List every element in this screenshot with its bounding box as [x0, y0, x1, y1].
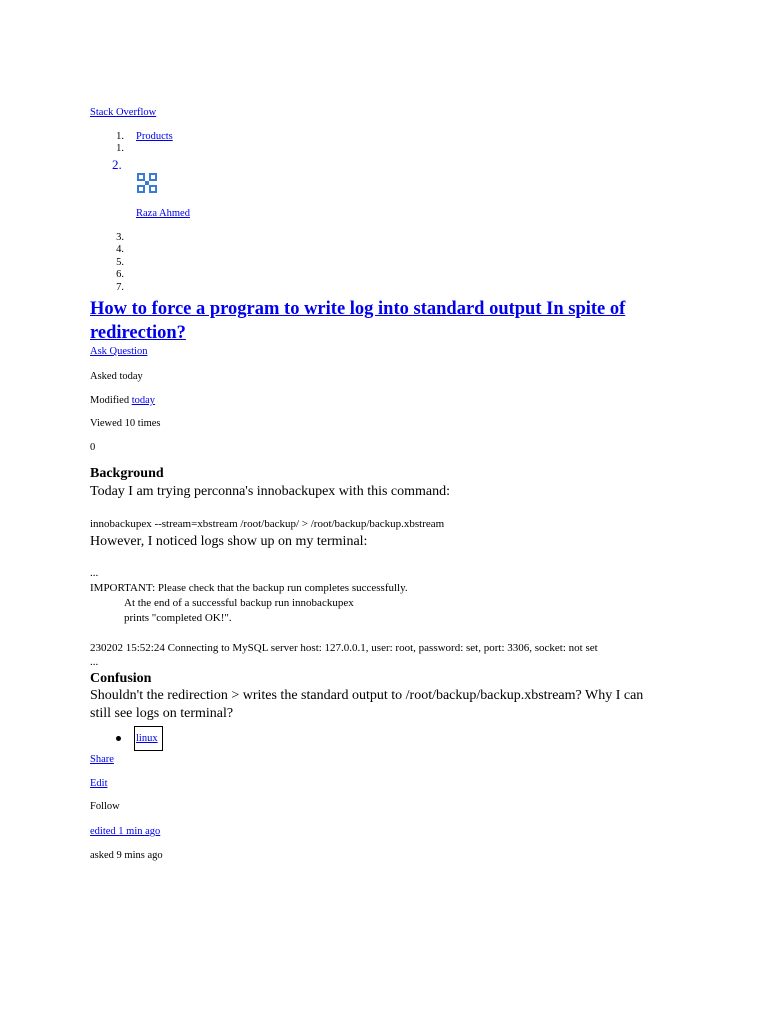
log-line: prints "completed OK!". [124, 612, 232, 624]
list-marker: 1. [116, 143, 124, 154]
confusion-text: Shouldn't the redirection > writes the standard output to /root/backup/backup.xbstream? Why I can [90, 688, 644, 703]
user-name-link[interactable]: Raza Ahmed [136, 208, 190, 219]
modified-label: Modified [90, 395, 130, 406]
log-line: ... [90, 656, 99, 668]
modified-row [90, 395, 155, 406]
log-line: ... [90, 567, 99, 579]
list-marker: 4. [116, 244, 124, 255]
list-marker: 1. [116, 131, 124, 142]
list-marker: 2. [112, 157, 122, 172]
modified-link[interactable]: today [131, 395, 156, 406]
products-link[interactable]: Products [136, 131, 173, 142]
post-intro: Today I am trying perconna's innobackupex with this command: [90, 484, 451, 499]
share-link[interactable]: Share [90, 754, 114, 765]
confusion-text: still see logs on terminal? [90, 706, 234, 721]
list-marker: 5. [116, 257, 124, 268]
edit-link[interactable]: Edit [90, 778, 108, 789]
post-notice: However, I noticed logs show up on my terminal: [90, 534, 368, 549]
avatar[interactable] [136, 172, 158, 194]
view-count: Viewed 10 times [90, 418, 161, 429]
list-marker: 6. [116, 269, 124, 280]
ask-question-link[interactable]: Ask Question [90, 346, 148, 357]
tag-linux[interactable]: linux [136, 733, 158, 744]
asked-time: asked 9 mins ago [90, 850, 163, 861]
list-marker: 7. [116, 282, 124, 293]
confusion-heading: Confusion [90, 671, 152, 686]
site-link[interactable]: Stack Overflow [90, 107, 157, 118]
log-line: 230202 15:52:24 Connecting to MySQL server host: 127.0.0.1, user: root, password: set, port: 3306, socket: not set [90, 642, 598, 654]
list-bullet [116, 736, 121, 741]
edited-link[interactable]: edited 1 min ago [90, 826, 161, 837]
log-line: At the end of a successful backup run innobackupex [124, 597, 354, 609]
asked-date: Asked today [90, 371, 143, 382]
vote-count: 0 [90, 442, 96, 453]
log-line: IMPORTANT: Please check that the backup run completes successfully. [90, 582, 408, 594]
follow-button[interactable]: Follow [90, 801, 120, 812]
question-title[interactable]: How to force a program to write log into standard output In spite of redirection? [90, 299, 626, 343]
command-code: innobackupex --stream=xbstream /root/backup/ > /root/backup/backup.xbstream [90, 518, 445, 530]
list-marker: 3. [116, 232, 124, 243]
background-heading: Background [90, 466, 164, 481]
